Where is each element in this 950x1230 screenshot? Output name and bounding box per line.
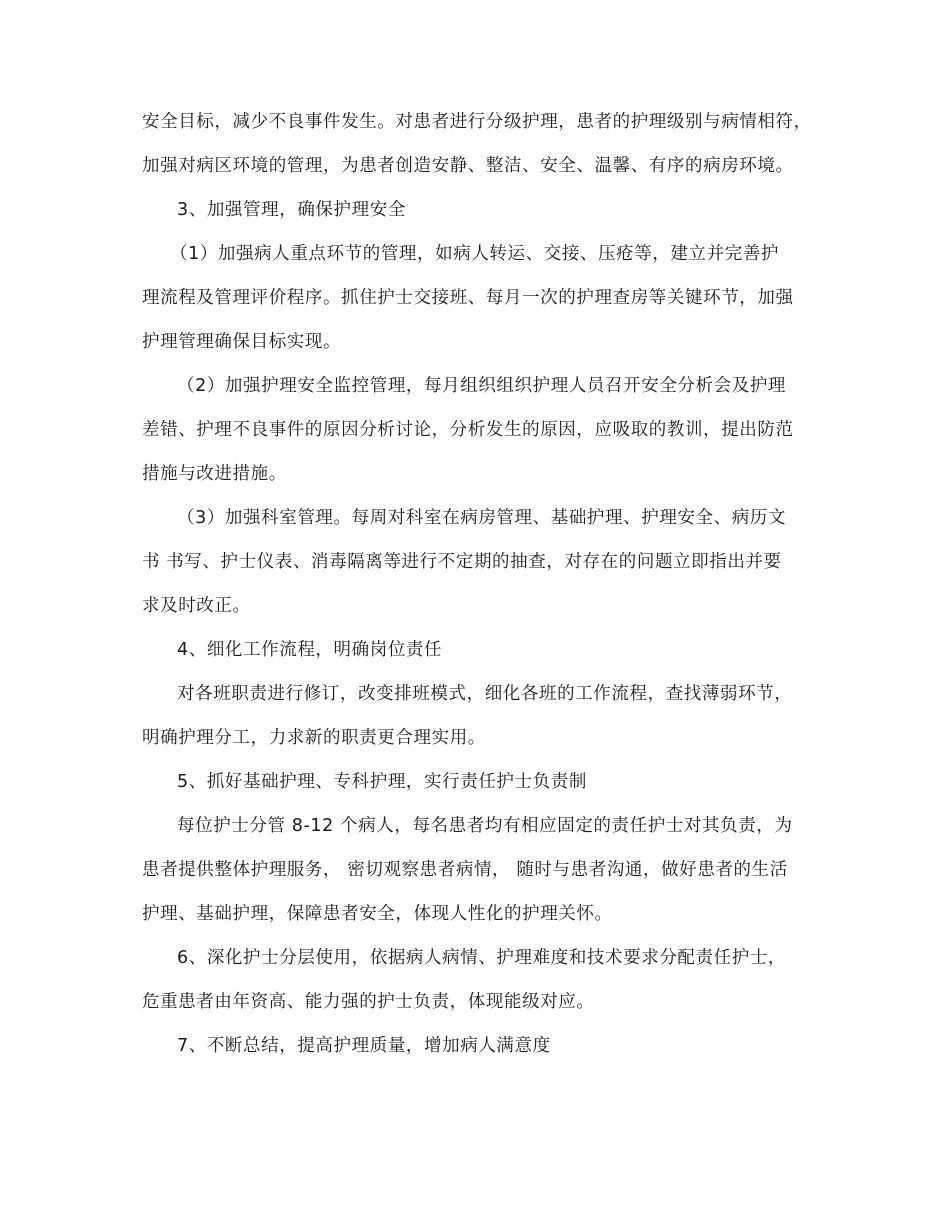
text-line: 措施与改进措施。 — [142, 464, 287, 484]
text-line: 明确护理分工，力求新的职责更合理实用。 — [142, 728, 486, 748]
text-line: 对各班职责进行修订，改变排班模式，细化各班的工作流程，查找薄弱环节， — [177, 684, 793, 704]
section-heading: 7、不断总结，提高护理质量，增加病人满意度 — [177, 1036, 551, 1056]
section-heading: 3、加强管理，确保护理安全 — [177, 200, 406, 220]
text-line: 加强对病区环境的管理，为患者创造安静、整洁、安全、温馨、有序的病房环境。 — [142, 156, 794, 176]
text-line: 求及时改正。 — [142, 596, 251, 616]
text-line: 危重患者由年资高、能力强的护士负责，体现能级对应。 — [142, 992, 595, 1012]
section-heading: 5、抓好基础护理、专科护理，实行责任护士负责制 — [177, 772, 587, 792]
text-line: （1）加强病人重点环节的管理，如病人转运、交接、压疮等，建立并完善护 — [170, 244, 780, 264]
text-line: 护理管理确保目标实现。 — [142, 332, 342, 352]
text-line: 每位护士分管 8-12 个病人，每名患者均有相应固定的责任护士对其负责，为 — [177, 816, 793, 836]
text-line: 患者提供整体护理服务， 密切观察患者病情， 随时与患者沟通，做好患者的生活 — [142, 860, 788, 880]
text-line: （2）加强护理安全监控管理，每月组织组织护理人员召开安全分析会及护理 — [177, 376, 787, 396]
text-line: 书 书写、护士仪表、消毒隔离等进行不定期的抽查，对存在的问题立即指出并要 — [142, 552, 782, 572]
text-line: 护理、基础护理，保障患者安全，体现人性化的护理关怀。 — [142, 904, 613, 924]
text-line: 理流程及管理评价程序。抓住护士交接班、每月一次的护理查房等关键环节，加强 — [142, 288, 794, 308]
text-line: 安全目标，减少不良事件发生。对患者进行分级护理，患者的护理级别与病情相符， — [142, 112, 812, 132]
section-heading: 6、深化护士分层使用，依据病人病情、护理难度和技术要求分配责任护士， — [177, 948, 787, 968]
text-line: 差错、护理不良事件的原因分析讨论，分析发生的原因，应吸取的教训，提出防范 — [142, 420, 794, 440]
text-line: （3）加强科室管理。每周对科室在病房管理、基础护理、护理安全、病历文 — [177, 508, 787, 528]
section-heading: 4、细化工作流程，明确岗位责任 — [177, 640, 443, 660]
